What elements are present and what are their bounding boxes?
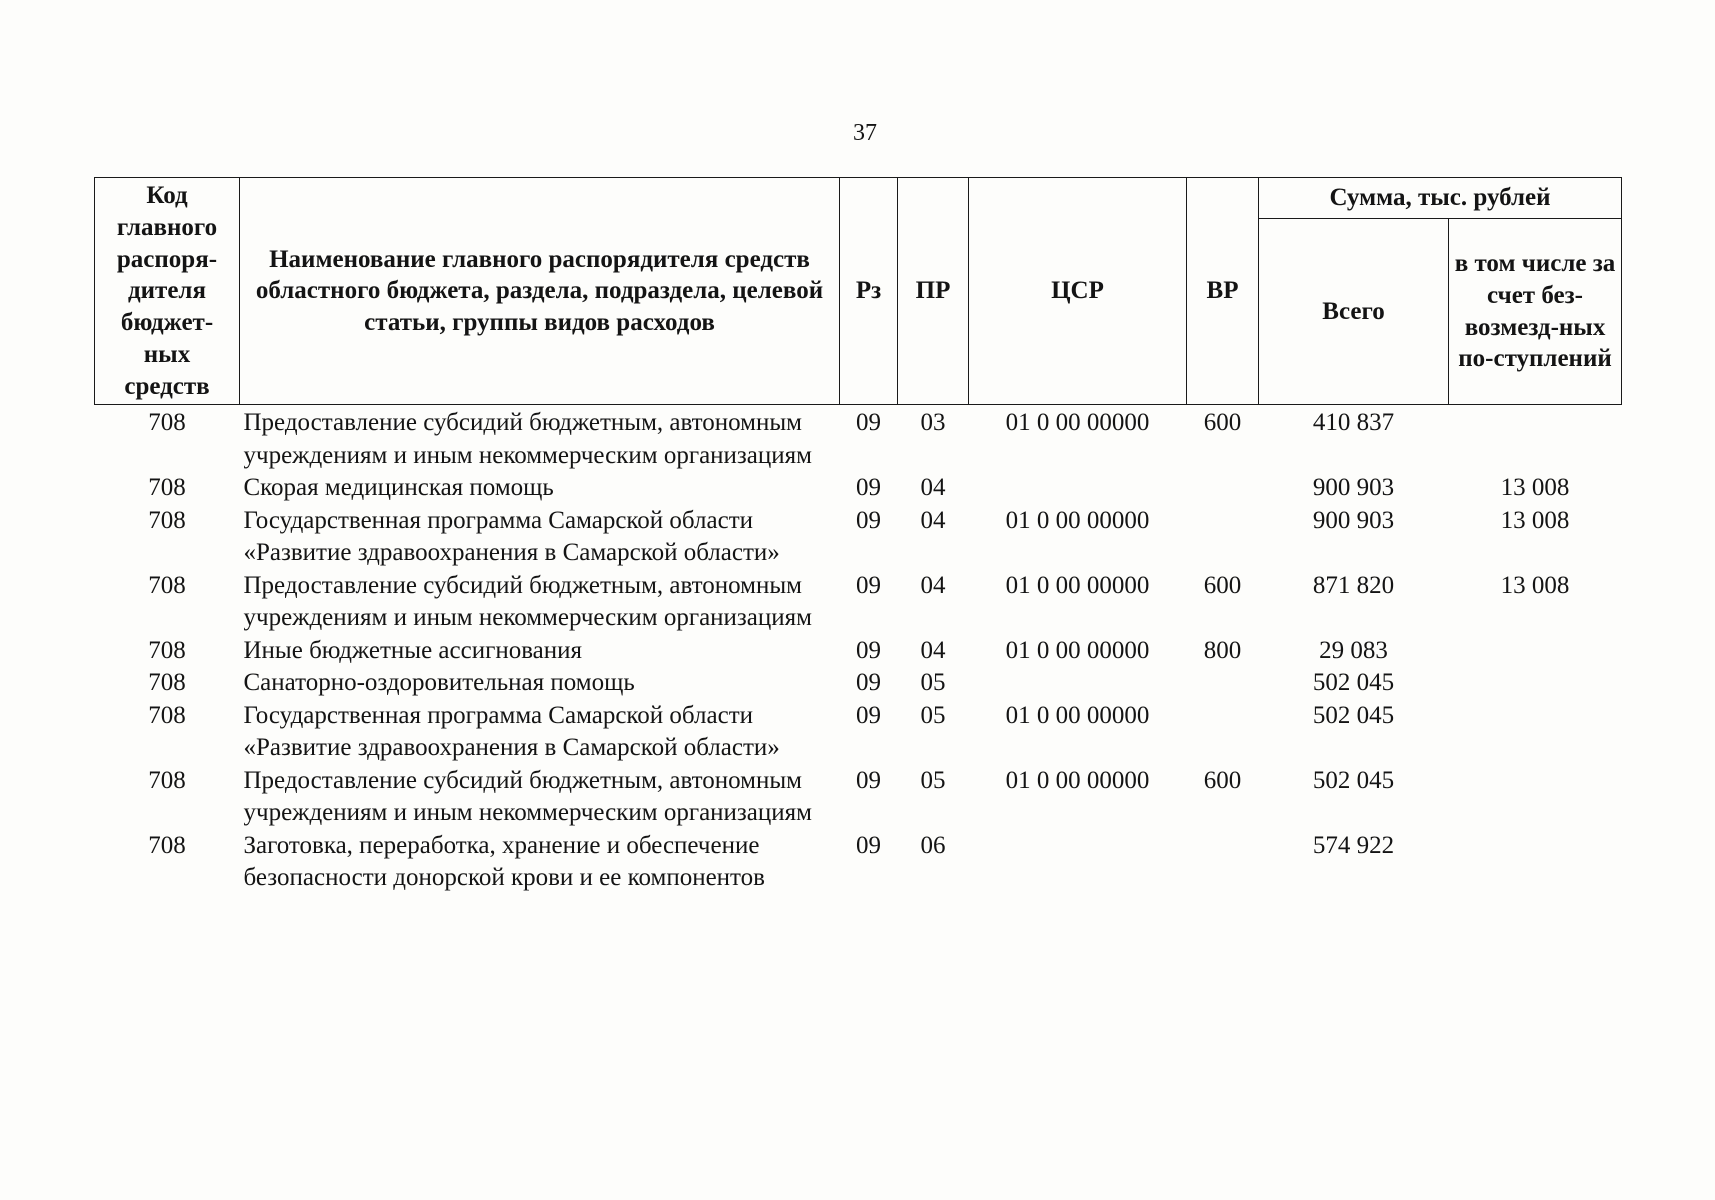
cell-pr: 05 [920, 669, 946, 697]
cell-including [1449, 667, 1622, 700]
cell-total: 574 922 [1312, 831, 1395, 859]
table-row [95, 667, 1622, 700]
header-pr: ПР [898, 178, 969, 405]
cell-vr [1187, 505, 1259, 570]
cell-pr: 04 [920, 506, 946, 534]
cell-csr [969, 667, 1187, 700]
cell-csr [969, 472, 1187, 505]
cell-total: 871 820 [1312, 571, 1395, 599]
cell-total: 502 045 [1312, 669, 1395, 697]
cell-name: Скорая медицинская помощь [243, 474, 554, 502]
header-rz: Рз [840, 178, 898, 405]
cell-including [1449, 765, 1622, 830]
table-header [95, 178, 1622, 405]
table-row [95, 570, 1622, 635]
header-total: Всего [1259, 219, 1449, 405]
cell-pr: 04 [920, 474, 946, 502]
table-row [95, 405, 1622, 473]
cell-vr [1187, 830, 1259, 895]
cell-code: 708 [148, 669, 186, 697]
budget-table [94, 177, 1622, 895]
cell-code: 708 [148, 409, 186, 437]
cell-csr [969, 830, 1187, 895]
cell-vr [1187, 700, 1259, 765]
cell-rz: 09 [856, 766, 881, 794]
cell-name: Предоставление субсидий бюджетным, автономным учреждениям и иным некоммерческим организациям [243, 409, 812, 469]
header-name: Наименование главного распорядителя средств областного бюджета, раздела, подраздела, целевой статьи, группы видов расходов [240, 178, 840, 405]
cell-name: Заготовка, переработка, хранение и обеспечение безопасности донорской крови и ее компонентов [243, 831, 765, 892]
cell-including [1449, 635, 1622, 668]
table-row [95, 472, 1622, 505]
cell-including: 13 008 [1500, 571, 1570, 599]
cell-vr: 800 [1203, 636, 1242, 664]
cell-code: 708 [148, 571, 186, 599]
cell-pr: 04 [920, 571, 946, 599]
cell-rz: 09 [856, 701, 881, 729]
cell-rz: 09 [856, 831, 881, 859]
table-row [95, 830, 1622, 895]
cell-csr: 01 0 00 00000 [1005, 571, 1150, 599]
cell-name: Предоставление субсидий бюджетным, автономным учреждениям и иным некоммерческим организациям [243, 766, 812, 827]
header-code: Код главного распоря-дителя бюджет-ных средств [95, 178, 240, 405]
cell-csr: 01 0 00 00000 [1005, 409, 1150, 437]
cell-including: 13 008 [1500, 474, 1570, 502]
cell-including [1449, 830, 1622, 895]
cell-pr: 05 [920, 701, 946, 729]
cell-rz: 09 [856, 636, 881, 664]
cell-rz: 09 [856, 506, 881, 534]
cell-name: Государственная программа Самарской области «Развитие здравоохранения в Самарской области» [243, 506, 780, 567]
cell-name: Иные бюджетные ассигнования [243, 636, 583, 664]
cell-rz: 09 [856, 474, 881, 502]
cell-csr: 01 0 00 00000 [1005, 766, 1150, 794]
cell-including [1449, 405, 1622, 473]
cell-code: 708 [148, 474, 186, 502]
cell-rz: 09 [856, 409, 881, 437]
cell-name: Санаторно-оздоровительная помощь [243, 669, 635, 697]
cell-code: 708 [148, 636, 186, 664]
cell-pr: 03 [920, 409, 946, 437]
cell-csr: 01 0 00 00000 [1005, 506, 1150, 534]
cell-name: Государственная программа Самарской области «Развитие здравоохранения в Самарской области» [243, 701, 780, 762]
cell-csr: 01 0 00 00000 [1005, 636, 1150, 664]
header-sum: Сумма, тыс. рублей [1259, 178, 1622, 219]
cell-vr [1187, 472, 1259, 505]
cell-pr: 06 [920, 831, 946, 859]
cell-vr: 600 [1203, 409, 1242, 437]
cell-including [1449, 700, 1622, 765]
cell-total: 29 083 [1319, 636, 1388, 664]
table-row [95, 700, 1622, 765]
cell-vr: 600 [1203, 766, 1242, 794]
header-csr: ЦСР [969, 178, 1187, 405]
table-row [95, 635, 1622, 668]
header-including: в том числе за счет без-возмезд-ных по-ступлений [1449, 219, 1622, 405]
cell-total: 502 045 [1312, 701, 1395, 729]
table-body [95, 405, 1622, 895]
header-vr: ВР [1187, 178, 1259, 405]
cell-code: 708 [148, 506, 186, 534]
cell-csr: 01 0 00 00000 [1005, 701, 1150, 729]
table-row [95, 505, 1622, 570]
page-number: 37 [853, 120, 877, 146]
cell-pr: 04 [920, 636, 946, 664]
cell-vr: 600 [1203, 571, 1242, 599]
cell-total: 410 837 [1312, 409, 1395, 437]
cell-total: 502 045 [1312, 766, 1395, 794]
cell-code: 708 [148, 766, 186, 794]
cell-rz: 09 [856, 669, 881, 697]
cell-total: 900 903 [1312, 474, 1395, 502]
cell-name: Предоставление субсидий бюджетным, автономным учреждениям и иным некоммерческим организациям [243, 571, 812, 632]
cell-code: 708 [148, 701, 186, 729]
cell-rz: 09 [856, 571, 881, 599]
cell-code: 708 [148, 831, 186, 859]
table-row [95, 765, 1622, 830]
cell-vr [1187, 667, 1259, 700]
cell-pr: 05 [920, 766, 946, 794]
cell-total: 900 903 [1312, 506, 1395, 534]
cell-including: 13 008 [1500, 506, 1570, 534]
